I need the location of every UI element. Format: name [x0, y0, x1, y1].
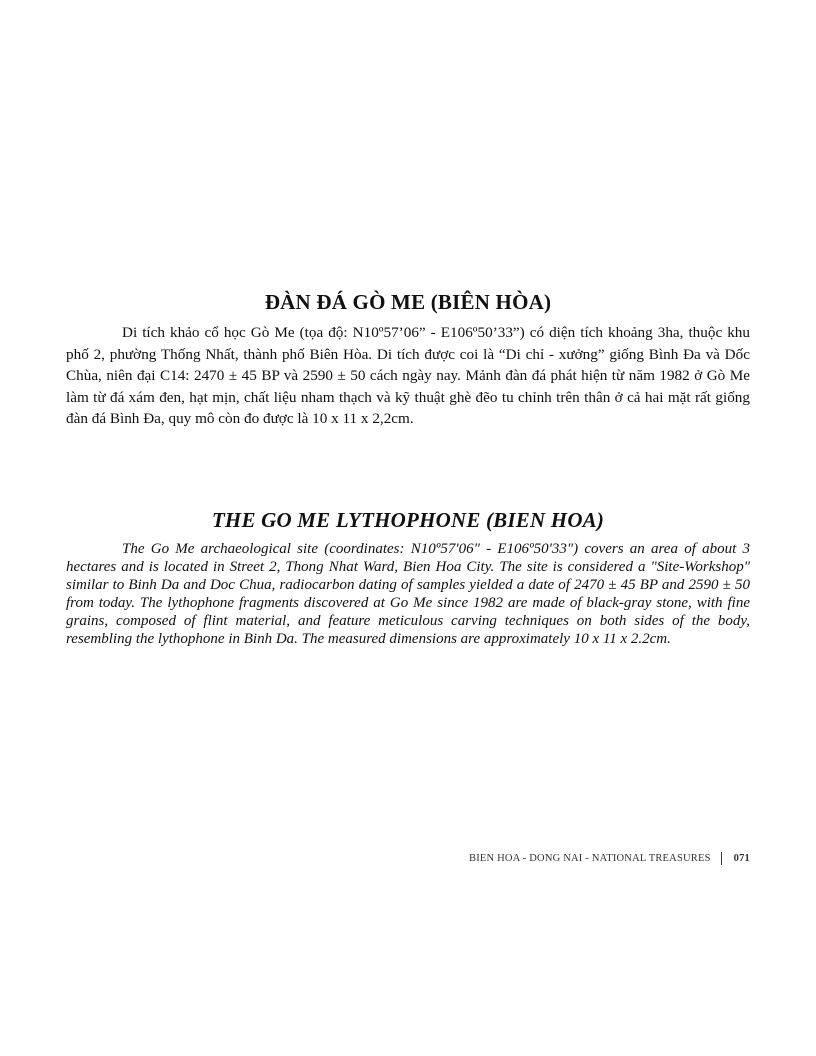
- footer-divider: [721, 852, 722, 865]
- english-body: The Go Me archaeological site (coordinates: N10º57'06" - E106º50'33") covers an area of about 3 hectares and is located in Street 2, Thong Nhat Ward, Bien Hoa City. The site is considered a "Site-Workshop" similar to Binh Da and Doc Chua, radiocarbon dating of samples yielded a date of 2470 ± 45 BP and 2590 ± 50 from today. The lythophone fragments discovered at Go Me since 1982 are made of black-gray stone, with fine grains, composed of flint material, and feature meticulous carving techniques on both sides of the body, resembling the lythophone in Binh Da. The measured dimensions are approximately 10 x 11 x 2.2cm.: [66, 541, 750, 647]
- page-number: 071: [733, 853, 750, 864]
- vietnamese-title: ĐÀN ĐÁ GÒ ME (BIÊN HÒA): [264, 290, 552, 314]
- page-footer: [469, 852, 750, 865]
- english-title: THE GO ME LYTHOPHONE (BIEN HOA): [211, 508, 605, 532]
- vietnamese-section: [66, 288, 750, 430]
- english-section: [66, 506, 750, 648]
- vietnamese-body: Di tích khảo cổ học Gò Me (tọa độ: N10º57’06” - E106º50’33”) có diện tích khoảng 3ha, thuộc khu phố 2, phường Thống Nhất, thành phố Biên Hòa. Di tích được coi là “Di chỉ - xưởng” giống Bình Đa và Dốc Chùa, niên đại C14: 2470 ± 45 BP và 2590 ± 50 cách ngày nay. Mảnh đàn đá phát hiện từ năm 1982 ở Gò Me làm từ đá xám đen, hạt mịn, chất liệu nham thạch và kỹ thuật ghè đẽo tu chỉnh trên thân ở cả hai mặt rất giống đàn đá Bình Đa, quy mô còn đo được là 10 x 11 x 2,2cm.: [66, 324, 750, 427]
- publication-title: BIEN HOA - DONG NAI - NATIONAL TREASURES: [469, 853, 711, 864]
